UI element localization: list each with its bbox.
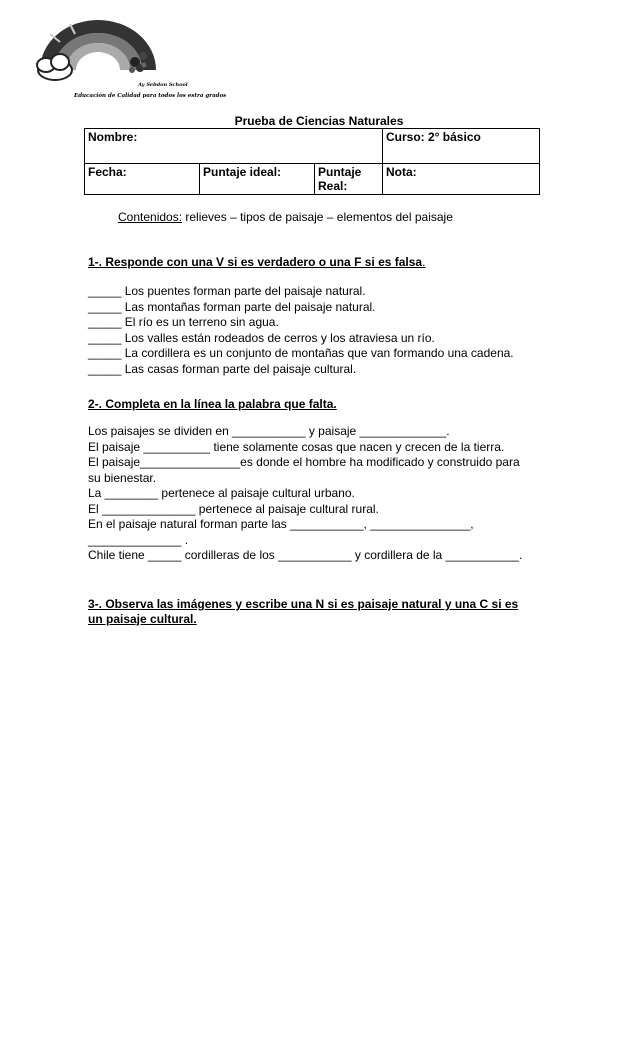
list-item[interactable]: Los paisajes se dividen en ___________ y paisaje _____________. (88, 424, 450, 438)
logo-caption-slogan: Educación de Calidad para todos los estra grados (74, 93, 227, 99)
nota-label: Nota: (386, 165, 417, 179)
list-item[interactable]: El ______________ pertenece al paisaje cultural rural. (88, 501, 379, 516)
section2-title: 2-. Completa en la línea la palabra que falta. (88, 397, 337, 411)
list-item[interactable]: _____ El río es un terreno sin agua. (88, 315, 279, 329)
contenidos-line (118, 210, 453, 224)
nombre-label: Nombre: (88, 130, 138, 144)
list-item[interactable]: Chile tiene _____ cordilleras de los ___________ y cordillera de la ___________. (88, 548, 523, 562)
list-item[interactable]: La ________ pertenece al paisaje cultural urbano. (88, 486, 355, 500)
nombre-cell[interactable] (85, 129, 383, 164)
list-item[interactable]: _____ Las montañas forman parte del paisaje natural. (88, 299, 376, 314)
fecha-cell[interactable] (85, 164, 200, 195)
puntaje-real-cell[interactable] (315, 164, 383, 195)
section1-title-end: . (422, 255, 426, 269)
contenidos-label: Contenidos: (118, 210, 183, 224)
fecha-label: Fecha: (88, 165, 127, 179)
list-item[interactable]: _____ Los puentes forman parte del paisaje natural. (88, 284, 366, 298)
student-info-table (84, 128, 540, 195)
section1-items (88, 284, 514, 377)
logo-caption-school: Ay Sebdon School (138, 82, 188, 88)
puntaje-ideal-cell[interactable] (200, 164, 315, 195)
section3-title (88, 597, 518, 627)
section3-title-line1: 3-. Observa las imágenes y escribe una N si es paisaje natural y una C si es (88, 597, 519, 611)
section2-items (88, 424, 522, 564)
curso-label: Curso: 2° básico (386, 130, 481, 144)
list-item[interactable]: El paisaje_______________es donde el hombre ha modificado y construido para (88, 455, 520, 469)
puntaje-real-label: Puntaje Real: (318, 165, 362, 193)
school-logo (30, 10, 227, 99)
section3-title-line2: un paisaje cultural. (88, 612, 197, 626)
list-item[interactable]: _____ La cordillera es un conjunto de montañas que van formando una cadena. (88, 346, 514, 360)
list-item[interactable]: _____ Las casas forman parte del paisaje cultural. (88, 361, 357, 376)
section1-title (88, 255, 425, 270)
list-item[interactable]: En el paisaje natural forman parte las ___________, _______________, (88, 517, 474, 531)
list-item[interactable]: ______________ . (88, 532, 189, 547)
list-item: su bienestar. (88, 470, 157, 485)
nota-cell[interactable] (383, 164, 540, 195)
curso-cell (383, 129, 540, 164)
contenidos-text: relieves – tipos de paisaje – elementos del paisaje (182, 210, 453, 224)
list-item[interactable]: El paisaje __________ tiene solamente cosas que nacen y crecen de la tierra. (88, 439, 505, 454)
page-title: Prueba de Ciencias Naturales (234, 114, 404, 128)
section1-title-text: 1-. Responde con una V si es verdadero o una F si es falsa (88, 255, 423, 269)
puntaje-ideal-label: Puntaje ideal: (203, 165, 282, 179)
list-item[interactable]: _____ Los valles están rodeados de cerros y los atraviesa un río. (88, 330, 435, 345)
